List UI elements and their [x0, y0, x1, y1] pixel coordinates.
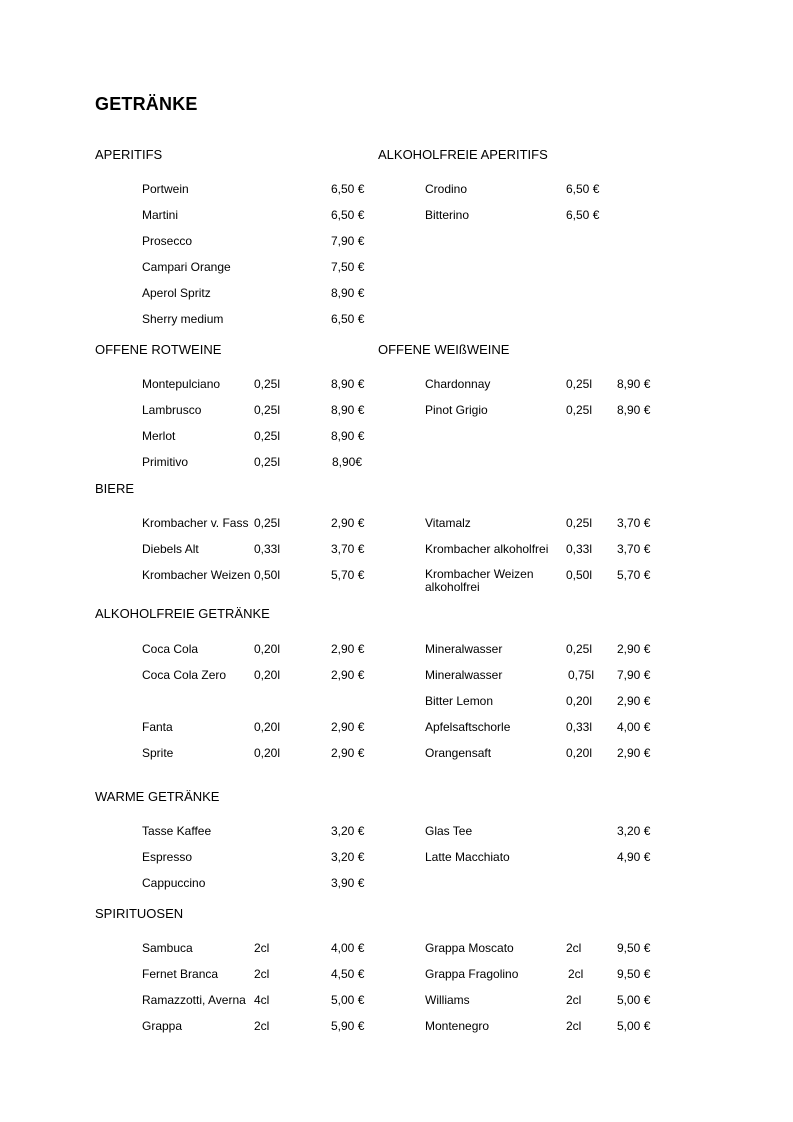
menu-item-size: 0,50l [254, 568, 281, 582]
menu-item-name: Sprite [142, 746, 174, 760]
menu-item-price: 2,90 € [331, 642, 365, 656]
menu-item-name: Grappa [142, 1019, 183, 1033]
menu-item-name: Tasse Kaffee [142, 824, 212, 838]
menu-item-size: 2cl [566, 1019, 582, 1033]
menu-item-name: Bitterino [425, 208, 470, 222]
menu-item-name: Portwein [142, 182, 189, 196]
menu-item-size: 0,25l [566, 642, 593, 656]
menu-item-size: 0,25l [254, 377, 281, 391]
menu-item-price: 8,90 € [331, 286, 365, 300]
menu-item-name: Glas Tee [425, 824, 473, 838]
menu-item-name: Grappa Moscato [425, 941, 514, 955]
menu-item-name: Fanta [142, 720, 173, 734]
menu-item-size: 0,25l [254, 429, 281, 443]
menu-item-size: 0,20l [566, 746, 593, 760]
menu-item-name: Mineralwasser [425, 668, 503, 682]
menu-item-size: 0,20l [566, 694, 593, 708]
menu-item-size: 0,25l [254, 516, 281, 530]
menu-item-price: 5,00 € [617, 993, 651, 1007]
menu-item-size: 0,75l [568, 668, 595, 682]
menu-item-size: 0,20l [254, 668, 281, 682]
menu-item-name: Ramazzotti, Averna [142, 993, 246, 1007]
menu-item-name: Lambrusco [142, 403, 202, 417]
menu-item-price: 8,90 € [331, 403, 365, 417]
menu-item-price: 2,90 € [617, 642, 651, 656]
section-heading: ALKOHOLFREIE APERITIFS [378, 147, 548, 162]
menu-item-price: 4,90 € [617, 850, 651, 864]
section-heading: ALKOHOLFREIE GETRÄNKE [95, 606, 270, 621]
menu-item-size: 0,25l [254, 403, 281, 417]
menu-item-name: Sherry medium [142, 312, 224, 326]
menu-item-price: 3,70 € [331, 542, 365, 556]
menu-item-price: 5,70 € [331, 568, 365, 582]
menu-item-size: 0,33l [254, 542, 281, 556]
menu-item-name: Cappuccino [142, 876, 206, 890]
menu-item-name: Montepulciano [142, 377, 221, 391]
menu-item-price: 2,90 € [617, 694, 651, 708]
menu-item-size: 2cl [254, 967, 270, 981]
menu-item-price: 2,90 € [331, 668, 365, 682]
menu-item-size: 0,33l [566, 720, 593, 734]
menu-item-name: Sambuca [142, 941, 193, 955]
section-heading: OFFENE WEIßWEINE [378, 342, 510, 357]
menu-item-size: 4cl [254, 993, 270, 1007]
menu-item-price: 5,90 € [331, 1019, 365, 1033]
menu-item-price: 8,90€ [332, 455, 363, 469]
menu-item-name: Krombacher v. Fass [142, 516, 249, 530]
section-heading: APERITIFS [95, 147, 163, 162]
menu-item-name: Campari Orange [142, 260, 231, 274]
menu-item-name: Williams [425, 993, 470, 1007]
section-heading: BIERE [95, 481, 135, 496]
menu-item-name: Vitamalz [425, 516, 471, 530]
menu-item-name: Merlot [142, 429, 176, 443]
menu-item-name: Krombacher Weizen [142, 568, 251, 582]
menu-item-price: 3,70 € [617, 542, 651, 556]
menu-item-price: 5,00 € [331, 993, 365, 1007]
menu-item-size: 2cl [254, 941, 270, 955]
menu-item-name: Chardonnay [425, 377, 491, 391]
menu-item-size: 2cl [568, 967, 584, 981]
menu-item-name: Montenegro [425, 1019, 490, 1033]
menu-item-price: 8,90 € [617, 377, 651, 391]
menu-item-price: 3,20 € [331, 850, 365, 864]
menu-item-price: 7,50 € [331, 260, 365, 274]
menu-item-price: 2,90 € [331, 746, 365, 760]
menu-item-size: 2cl [566, 941, 582, 955]
page-title: GETRÄNKE [95, 94, 198, 114]
menu-item-price: 3,20 € [617, 824, 651, 838]
menu-item-name: Aperol Spritz [142, 286, 211, 300]
menu-item-size: 0,20l [254, 642, 281, 656]
menu-item-price: 7,90 € [617, 668, 651, 682]
menu-item-name: Bitter Lemon [425, 694, 494, 708]
menu-item-price: 8,90 € [331, 377, 365, 391]
menu-item-price: 4,00 € [617, 720, 651, 734]
menu-item-name: Krombacher alkoholfrei [425, 542, 549, 556]
menu-item-price: 6,50 € [566, 182, 600, 196]
menu-item-size: 0,33l [566, 542, 593, 556]
menu-item-name: Diebels Alt [142, 542, 199, 556]
menu-item-name: Prosecco [142, 234, 193, 248]
menu-item-price: 6,50 € [331, 312, 365, 326]
menu-item-size: 0,25l [566, 516, 593, 530]
menu-item-size: 0,50l [566, 568, 593, 582]
menu-item-price: 9,50 € [617, 941, 651, 955]
menu-item-size: 2cl [254, 1019, 270, 1033]
menu-item-name: Orangensaft [425, 746, 492, 760]
menu-item-size: 2cl [566, 993, 582, 1007]
menu-item-price: 9,50 € [617, 967, 651, 981]
menu-item-price: 8,90 € [331, 429, 365, 443]
menu-item-name: Pinot Grigio [425, 403, 488, 417]
menu-item-name: Latte Macchiato [425, 850, 510, 864]
menu-item-name: Coca Cola [142, 642, 199, 656]
menu-item-name: Primitivo [142, 455, 189, 469]
menu-item-name: Coca Cola Zero [142, 668, 227, 682]
menu-item-price: 6,50 € [331, 208, 365, 222]
menu-item-name: Fernet Branca [142, 967, 219, 981]
menu-item-name: Martini [142, 208, 179, 222]
menu-item-price: 6,50 € [331, 182, 365, 196]
menu-item-name: Krombacher Weizen alkoholfrei [425, 567, 534, 594]
menu-item-price: 5,70 € [617, 568, 651, 582]
section-heading: SPIRITUOSEN [95, 906, 184, 921]
menu-item-price: 6,50 € [566, 208, 600, 222]
menu-item-price: 4,00 € [331, 941, 365, 955]
menu-item-size: 0,25l [254, 455, 281, 469]
menu-item-price: 2,90 € [617, 746, 651, 760]
menu-item-price: 4,50 € [331, 967, 365, 981]
menu-item-name: Mineralwasser [425, 642, 503, 656]
menu-item-price: 5,00 € [617, 1019, 651, 1033]
menu-item-price: 3,70 € [617, 516, 651, 530]
menu-item-price: 8,90 € [617, 403, 651, 417]
menu-item-size: 0,20l [254, 746, 281, 760]
menu-item-name: Apfelsaftschorle [425, 720, 511, 734]
menu-item-size: 0,25l [566, 377, 593, 391]
menu-item-price: 7,90 € [331, 234, 365, 248]
menu-item-price: 2,90 € [331, 516, 365, 530]
section-heading: WARME GETRÄNKE [95, 789, 220, 804]
menu-item-name: Grappa Fragolino [425, 967, 519, 981]
menu-item-price: 2,90 € [331, 720, 365, 734]
menu-item-name: Espresso [142, 850, 193, 864]
menu-item-size: 0,20l [254, 720, 281, 734]
menu-item-size: 0,25l [566, 403, 593, 417]
menu-item-price: 3,90 € [331, 876, 365, 890]
menu-item-name: Crodino [425, 182, 468, 196]
section-heading: OFFENE ROTWEINE [95, 342, 222, 357]
menu-item-price: 3,20 € [331, 824, 365, 838]
